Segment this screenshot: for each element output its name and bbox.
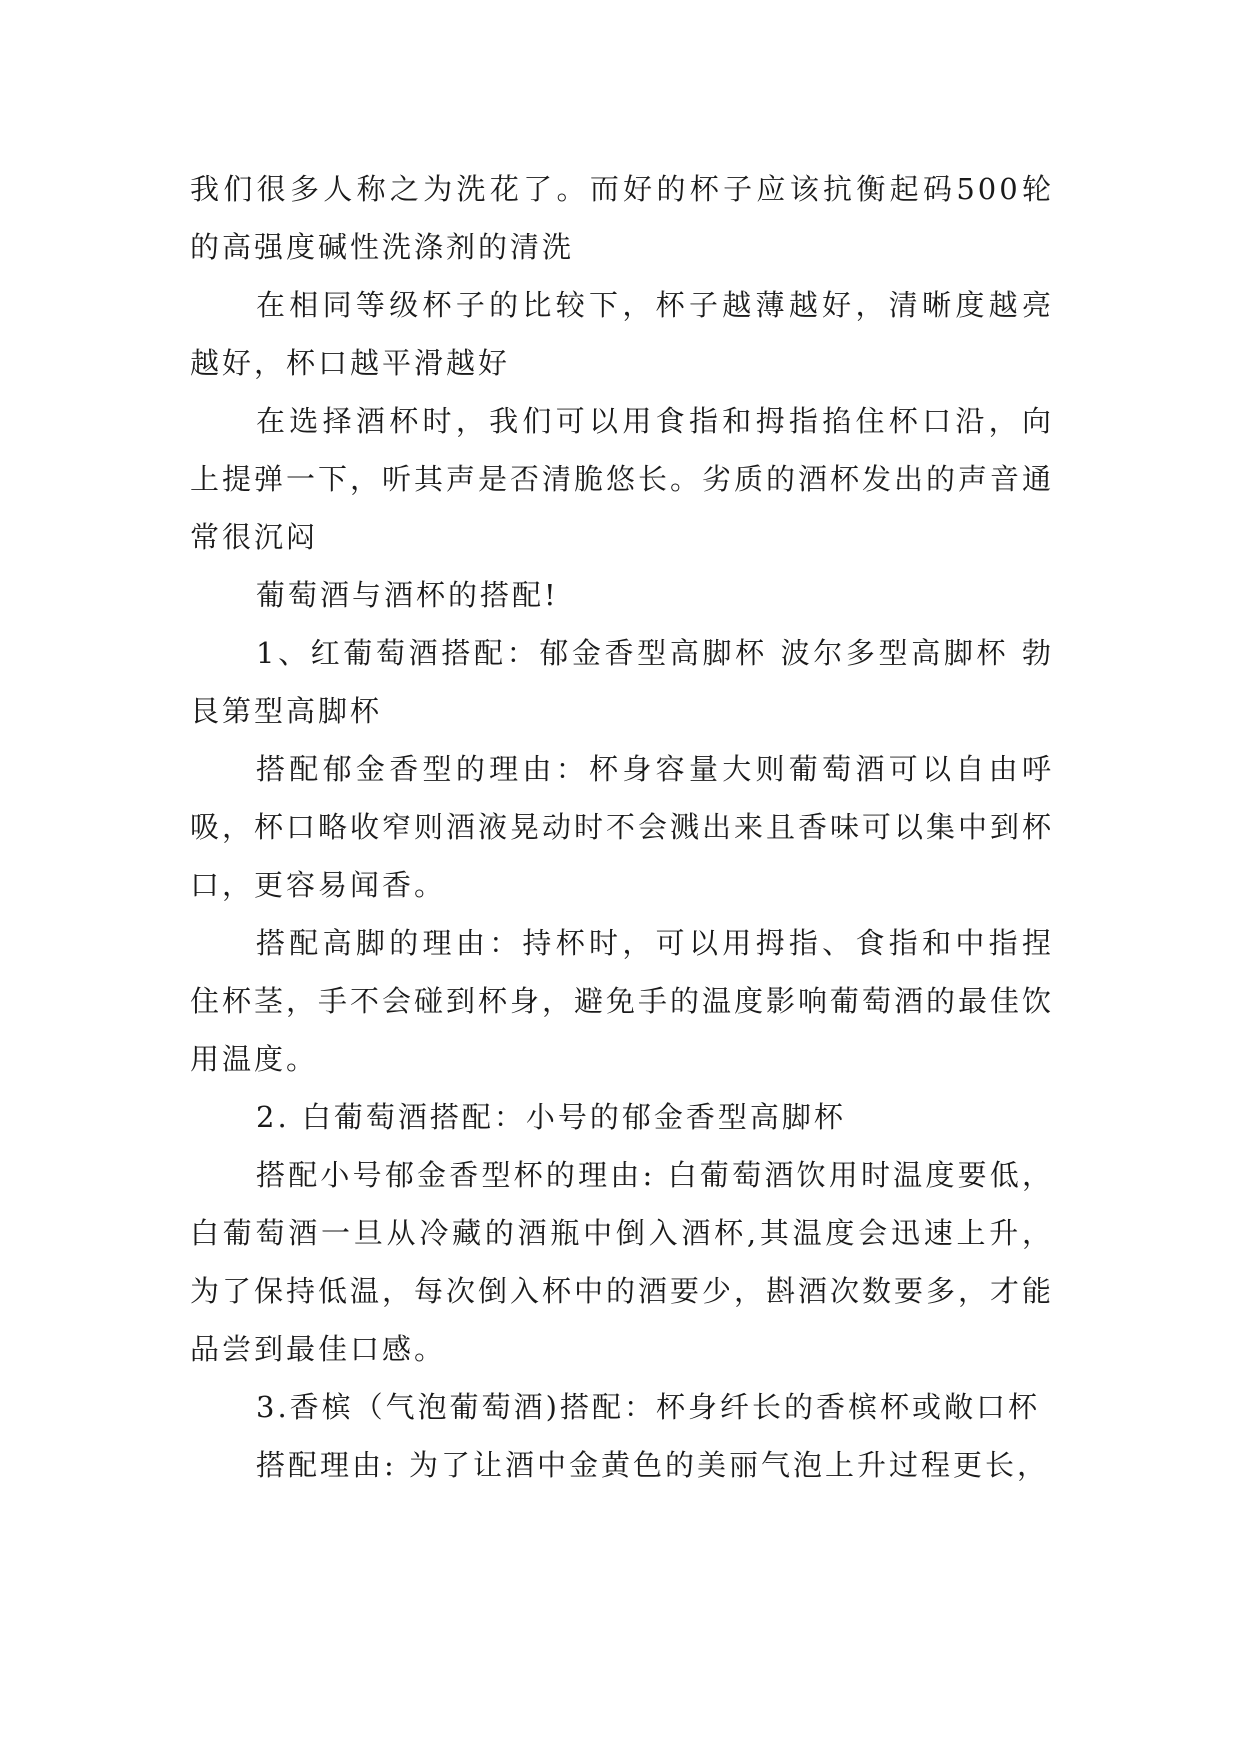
paragraph-2: 在相同等级杯子的比较下，杯子越薄越好，清晰度越亮越好，杯口越平滑越好	[190, 288, 1054, 380]
list-item-red-wine: 1、红葡萄酒搭配：郁金香型高脚杯 波尔多型高脚杯 勃艮第型高脚杯	[190, 636, 1054, 728]
paragraph-1: 我们很多人称之为洗花了。而好的杯子应该抗衡起码500轮的高强度碱性洗涤剂的清洗	[190, 172, 1054, 264]
paragraph-champagne-reason: 搭配理由: 为了让酒中金黄色的美丽气泡上升过程更长，	[256, 1448, 1049, 1482]
paragraph-stem-reason: 搭配高脚的理由：持杯时，可以用拇指、食指和中指捏住杯茎，手不会碰到杯身，避免手的温度影响葡萄酒的最佳饮用温度。	[190, 926, 1055, 1076]
list-item-white-wine: 2. 白葡萄酒搭配：小号的郁金香型高脚杯	[256, 1100, 846, 1134]
paragraph-tulip-reason: 搭配郁金香型的理由：杯身容量大则葡萄酒可以自由呼吸，杯口略收窄则酒液晃动时不会溅出来且香味可以集中到杯口，更容易闻香。	[190, 752, 1055, 902]
section-heading: 葡萄酒与酒杯的搭配!	[256, 578, 559, 612]
paragraph-3: 在选择酒杯时，我们可以用食指和拇指掐住杯口沿，向上提弹一下，听其声是否清脆悠长。劣质的酒杯发出的声音通常很沉闷	[190, 404, 1055, 554]
paragraph-small-tulip-reason: 搭配小号郁金香型杯的理由: 白葡萄酒饮用时温度要低，白葡萄酒一旦从冷藏的酒瓶中倒入酒杯,其温度会迅速上升，为了保持低温，每次倒入杯中的酒要少，斟酒次数要多，才能品尝到最佳口感。	[190, 1158, 1055, 1366]
document-body	[190, 160, 1054, 1494]
list-item-champagne: 3.香槟（气泡葡萄酒)搭配：杯身纤长的香槟杯或敞口杯	[256, 1390, 1040, 1424]
